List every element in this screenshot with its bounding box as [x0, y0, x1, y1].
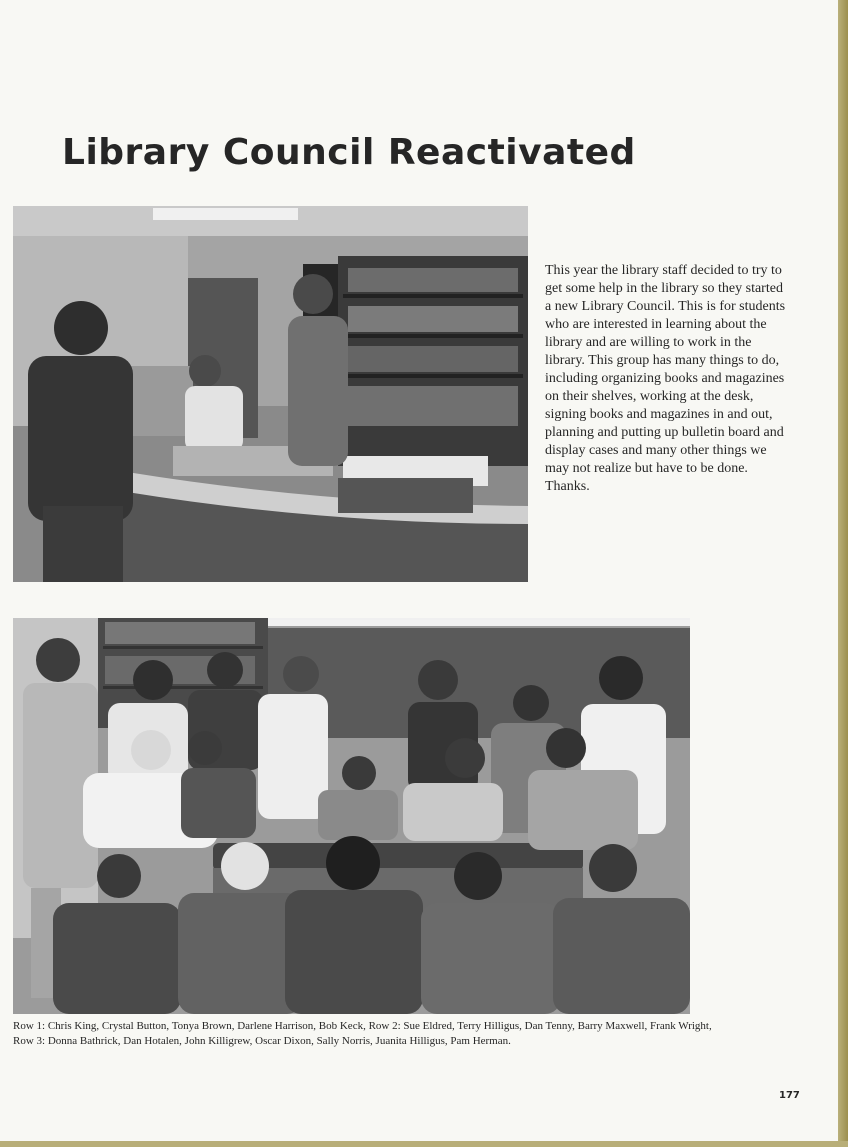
page-number: 177: [779, 1090, 800, 1101]
page-title: Library Council Reactivated: [62, 132, 636, 173]
article-text: This year the library staff decided to try to get some help in the library so they started a new Library Council. This is for students who are interested in learning about the library and are willing to work in the library. This group has many things to do, including organizing books and magazines on their shelves, working at the desk, signing books and magazines in and out, planning and putting up bulletin board and display cases and many other things we may not realize but have to be done. Thanks.: [545, 263, 786, 494]
group-photo: [13, 618, 690, 1014]
page-edge-bottom: [0, 1141, 848, 1147]
photo-caption: Row 1: Chris King, Crystal Button, Tonya Brown, Darlene Harrison, Bob Keck, Row 2: Sue Eldred, Terry Hilligus, Dan Tenny, Barry Maxwell, Frank Wright, Row 3: Donna Bathrick, Dan Hotalen, John Killigrew, Oscar Dixon, Sally Norris, Juanita Hilligus, Pam Herman.: [13, 1020, 712, 1047]
page-edge-right: [838, 0, 848, 1147]
group-photo-illustration: [13, 618, 690, 1014]
library-desk-photo-illustration: [13, 206, 528, 582]
library-desk-photo: [13, 206, 528, 582]
